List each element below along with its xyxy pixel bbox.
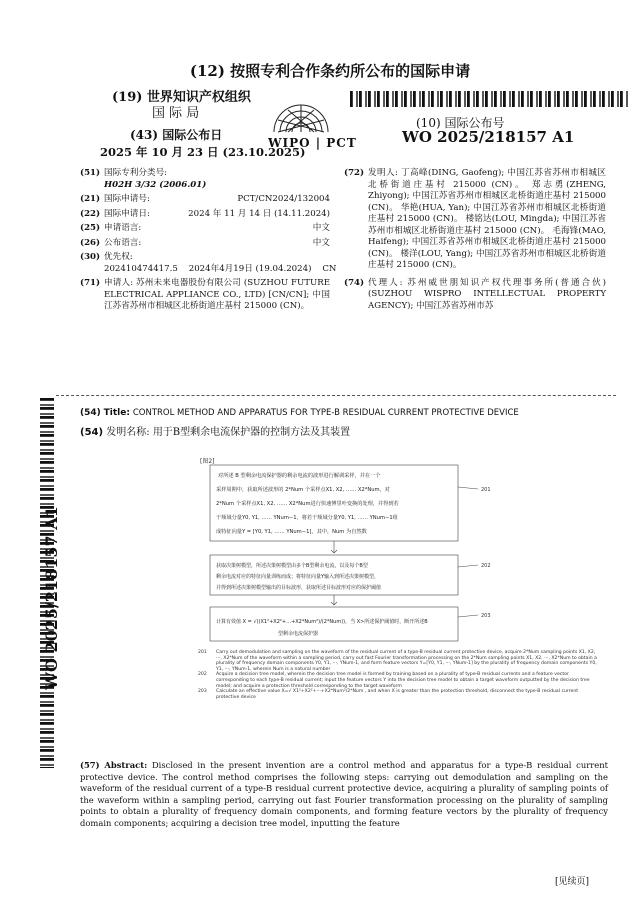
biblio-field-51 [80,168,330,191]
title-chinese [80,423,519,438]
title-en-text: CONTROL METHOD AND APPARATUS FOR TYPE-B RESIDUAL CURRENT PROTECTIVE DEVICE [132,408,519,418]
field-code: (57) [80,760,100,770]
document-type-title: (12) 按照专利合作条约所公布的国际申请 [189,62,471,80]
biblio-field-72 [344,168,606,272]
field-code: (21) [80,194,101,204]
flow-arrow [331,595,337,605]
barcode-icon [350,91,628,107]
biblio-field-22 [80,209,330,221]
step-number: 201 [481,487,491,493]
abstract [80,760,608,829]
field-code: (26) [80,237,101,248]
inventors-text: 发明人: 丁高峰(DING, Gaofeng); 中国江苏省苏州市相城区北桥街道庄基村 215000 (CN)。 郑志勇(ZHENG, Zhiyong); 中国江苏省苏州市相城区北桥街道庄基村 215000 (CN)。 华艳(HUA, Yan); 中国江苏省苏州市相城区北桥街道庄基村 215000 (CN)。 楼铭达(LOU, Mingda); 中国江苏省苏州市相城区北桥街道庄基村 215000 (CN)。 毛海锋(MAO, Haifeng); 中国江苏省苏州市相城区北桥街道庄基村 215000 (CN)。 楼洋(LOU, Yang); 中国江苏省苏州市相城区北桥街道庄基村 215000 (CN)。 [368,168,606,270]
flowchart-figure [198,455,608,645]
step-number: 203 [481,613,491,619]
legend-text: Calculate an effective value X=√ X1²+X2²+···+X2*Num²/2*Num , and when X is greater than the protection threshold, disconnect the type-B residual current protective device [216,689,579,700]
flow-box-202-text [216,562,381,591]
field-label: 国际申请日: [104,208,150,219]
biblio-left-column [80,168,337,316]
field-value: H02H 3/32 (2006.01) [104,179,207,190]
flow-line: 对所述 B 型剩余电流保护器的剩余电流的波形进行解调采样，并在一个 [218,473,381,479]
publication-number: WO 2025/218157 A1 [402,128,575,146]
abstract-label: Abstract: [104,760,148,770]
field-label: Title: [103,408,130,418]
figure-label: [图2] [200,458,215,465]
legend-item [198,672,598,689]
field-code: (54) [80,427,104,438]
flow-line: 剩余电流对应的特征向量训练而成；将特征向量Y输入到所述决策树模型， [216,574,380,580]
field-value: 2024 年 11 月 14 日 (14.11.2024) [188,208,330,219]
field-code: (30) [80,252,101,262]
applicant-text: 申请人: 苏州未来电器股份有限公司 (SUZHOU FUTURE ELECTRICAL APPLIANCE CO., LTD) [CN/CN]; 中国江苏省苏州市相城区北桥街道庄基村 215000 (CN)。 [104,278,330,311]
field-value: 202410474417.5 2024年4月19日 (19.04.2024) CN [104,263,337,274]
legend-number: 201 [198,650,207,655]
flow-line: 干频域分量Y0, Y1, …… YNum−1，将若干频域分量Y0, Y1, …… YNum−1组 [216,515,398,521]
legend-text: Acquire a decision tree model, wherein the decision tree model is formed by training based on a plurality of type-B residual currents and a feature vector corresponding to each type-B residual current; input the feature vectors Y into the decision tree model to obtain a target waveform outputted by the decision tree model; and acquire a protection threshold corresponding to the target waveform [216,672,590,689]
field-code: (71) [80,278,101,288]
biblio-field-25 [80,223,330,235]
wipo-pct-logotype: WIPO | PCT [268,136,357,150]
step-number: 202 [481,563,491,569]
figure-legend [198,650,598,700]
office-name: (19) 世界知识产权组织 [112,90,251,105]
flow-line: 并得到所述决策树模型输出的目标波形，获取所述目标波形对应的保护阈值 [216,585,382,591]
publication-date-label: (43) 国际公布日 [130,128,223,142]
section-divider [56,395,616,396]
biblio-field-74 [344,278,606,313]
title-zh-text: 用于B型剩余电流保护器的控制方法及其装置 [152,427,351,438]
field-label: 发明名称: [106,427,150,438]
biblio-field-30 [80,252,337,275]
field-code: (54) [80,408,101,418]
flow-box-201-text [216,471,400,535]
office-subname: 国 际 局 [152,106,200,121]
biblio-field-26 [80,238,330,250]
field-code: (72) [344,168,365,178]
field-code: (25) [80,223,101,233]
flow-line: 2*Num 个采样点X1, X2, …… X2*Num进行快速傅里叶变换的处理，并得到若 [216,501,399,507]
field-label: 国际申请号: [104,194,150,204]
biblio-field-21 [80,194,330,206]
field-label: 申请语言: [104,223,142,233]
continued-marker: [见续页] [555,877,590,887]
field-value: PCT/CN2024/132004 [237,194,330,204]
agent-text: 代理人: 苏州威世朋知识产权代理事务所(普通合伙) (SUZHOU WISPRO INTELLECTUAL PROPERTY AGENCY); 中国江苏省苏州市苏 [368,277,606,311]
field-content [104,252,336,275]
side-publication-number: WO 2025/218157 A1 [42,506,61,690]
legend-item [198,689,598,700]
biblio-right-column [344,168,606,315]
title-section [80,408,519,438]
publication-date: 2025 年 10 月 23 日 (23.10.2025) [100,145,306,159]
field-code: (74) [344,277,365,288]
flow-line: 采样周期中，获取所述波形的 2*Num 个采样点X1, X2, …… X2*Num，对 [216,487,390,493]
field-label: 优先权: [104,252,133,262]
field-code: (22) [80,208,101,219]
title-english [80,408,519,418]
abstract-text: Disclosed in the present invention are a control method and apparatus for a type-B residual current protective device. The control method comprises the following steps: carrying out demodulation and sampling on the waveform of the residual current of a type-B residual current protective device, acquiring a plurality of sampling points of the waveform within a sampling period, carrying out fast Fourier transformation processing on the plurality of sampling points to obtain a plurality of frequency domain components, and forming feature vectors by the plurality of frequency domain components; acquiring a decision tree model, inputting the feature [80,760,608,828]
flow-line: 型剩余电流保护器 [278,631,319,637]
flow-line: 计算有效值 X = √((X1²+X2²+…+X2*Num²)/(2*Num))，当 X>所述保护阈值时，断开所述B [216,619,428,625]
flow-box-203-text [216,618,429,637]
biblio-field-71 [80,278,330,313]
publication-number-label: (10) 国际公布号 [416,116,505,130]
legend-text: Carry out demodulation and sampling on the waveform of the residual current of a type-B residual current protective device, acquire 2*Num sampling points X1, X2, ···, X2*Num of the waveform within a sampling period, carry out fast Fourier transformation processing on the 2*Num sampling points X1, X2, ···, X2*Num to obtain a plurality of frequency domain components Y0, Y1, ···, YNum-1, and form feature vectors Y=[Y0, Y1, ···, YNum-1] by the plurality of frequency domain components Y0, Y1, ···, YNum-1, wherein Num is a natural number [216,650,597,672]
field-label: 国际专利分类号: [104,168,168,178]
field-content [104,168,330,191]
flow-line: 成特征向量Y = [Y0, Y1, …… YNum−1]，其中，Num 为自然数 [216,529,367,535]
flow-line: 获取决策树模型，所述决策树模型由多个B型剩余电流，以及每个B型 [216,563,368,569]
field-code: (51) [80,168,101,178]
legend-number: 202 [198,672,207,678]
flow-arrow [331,541,337,553]
legend-item [198,650,598,672]
field-value: 中文 [312,237,330,248]
field-value: 中文 [312,223,330,233]
field-label: 公布语言: [104,237,142,248]
legend-number: 203 [198,689,207,695]
